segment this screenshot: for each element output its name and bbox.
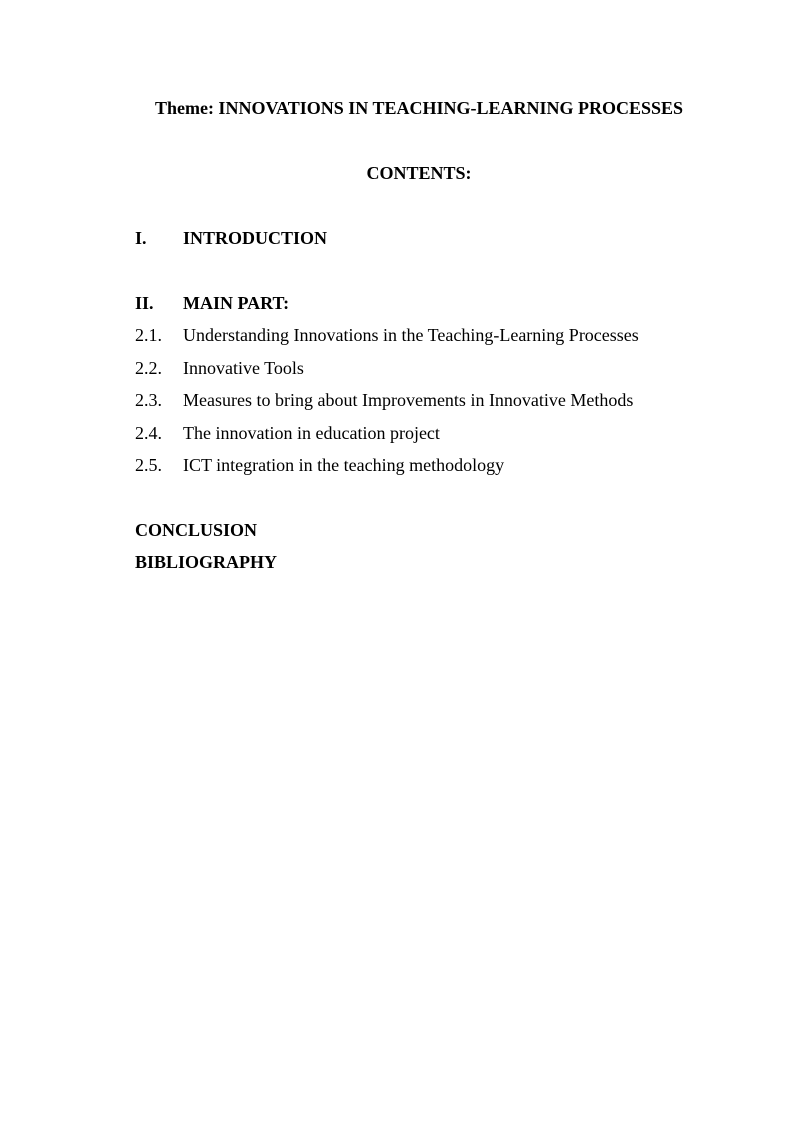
toc-sub-item-number: 2.1. [135, 325, 162, 345]
toc-sub-item [135, 323, 639, 347]
toc-sub-item-label: Understanding Innovations in the Teaching-Learning Processes [183, 325, 639, 345]
toc-sub-item-label: ICT integration in the teaching methodology [183, 455, 505, 475]
toc-introduction-label: INTRODUCTION [183, 228, 328, 248]
toc-main-part-label: MAIN PART: [183, 293, 290, 313]
toc-main-part [135, 291, 289, 315]
contents-heading: CONTENTS: [366, 163, 472, 183]
toc-sub-item [135, 453, 504, 477]
toc-main-part-number: II. [135, 293, 154, 313]
toc-sub-item-number: 2.5. [135, 455, 162, 475]
toc-introduction [135, 226, 327, 250]
toc-sub-item [135, 388, 633, 412]
toc-sub-item-label: Innovative Tools [183, 358, 304, 378]
toc-sub-item [135, 421, 440, 445]
toc-sub-item-number: 2.4. [135, 423, 162, 443]
toc-introduction-number: I. [135, 228, 147, 248]
toc-sub-item-number: 2.3. [135, 390, 162, 410]
toc-sub-item-label: The innovation in education project [183, 423, 440, 443]
toc-sub-item-label: Measures to bring about Improvements in Innovative Methods [183, 390, 634, 410]
toc-sub-item-number: 2.2. [135, 358, 162, 378]
toc-conclusion: CONCLUSION [135, 520, 258, 540]
theme-title: Theme: INNOVATIONS IN TEACHING-LEARNING PROCESSES [154, 98, 684, 118]
toc-bibliography: BIBLIOGRAPHY [135, 552, 278, 572]
toc-sub-item [135, 356, 304, 380]
